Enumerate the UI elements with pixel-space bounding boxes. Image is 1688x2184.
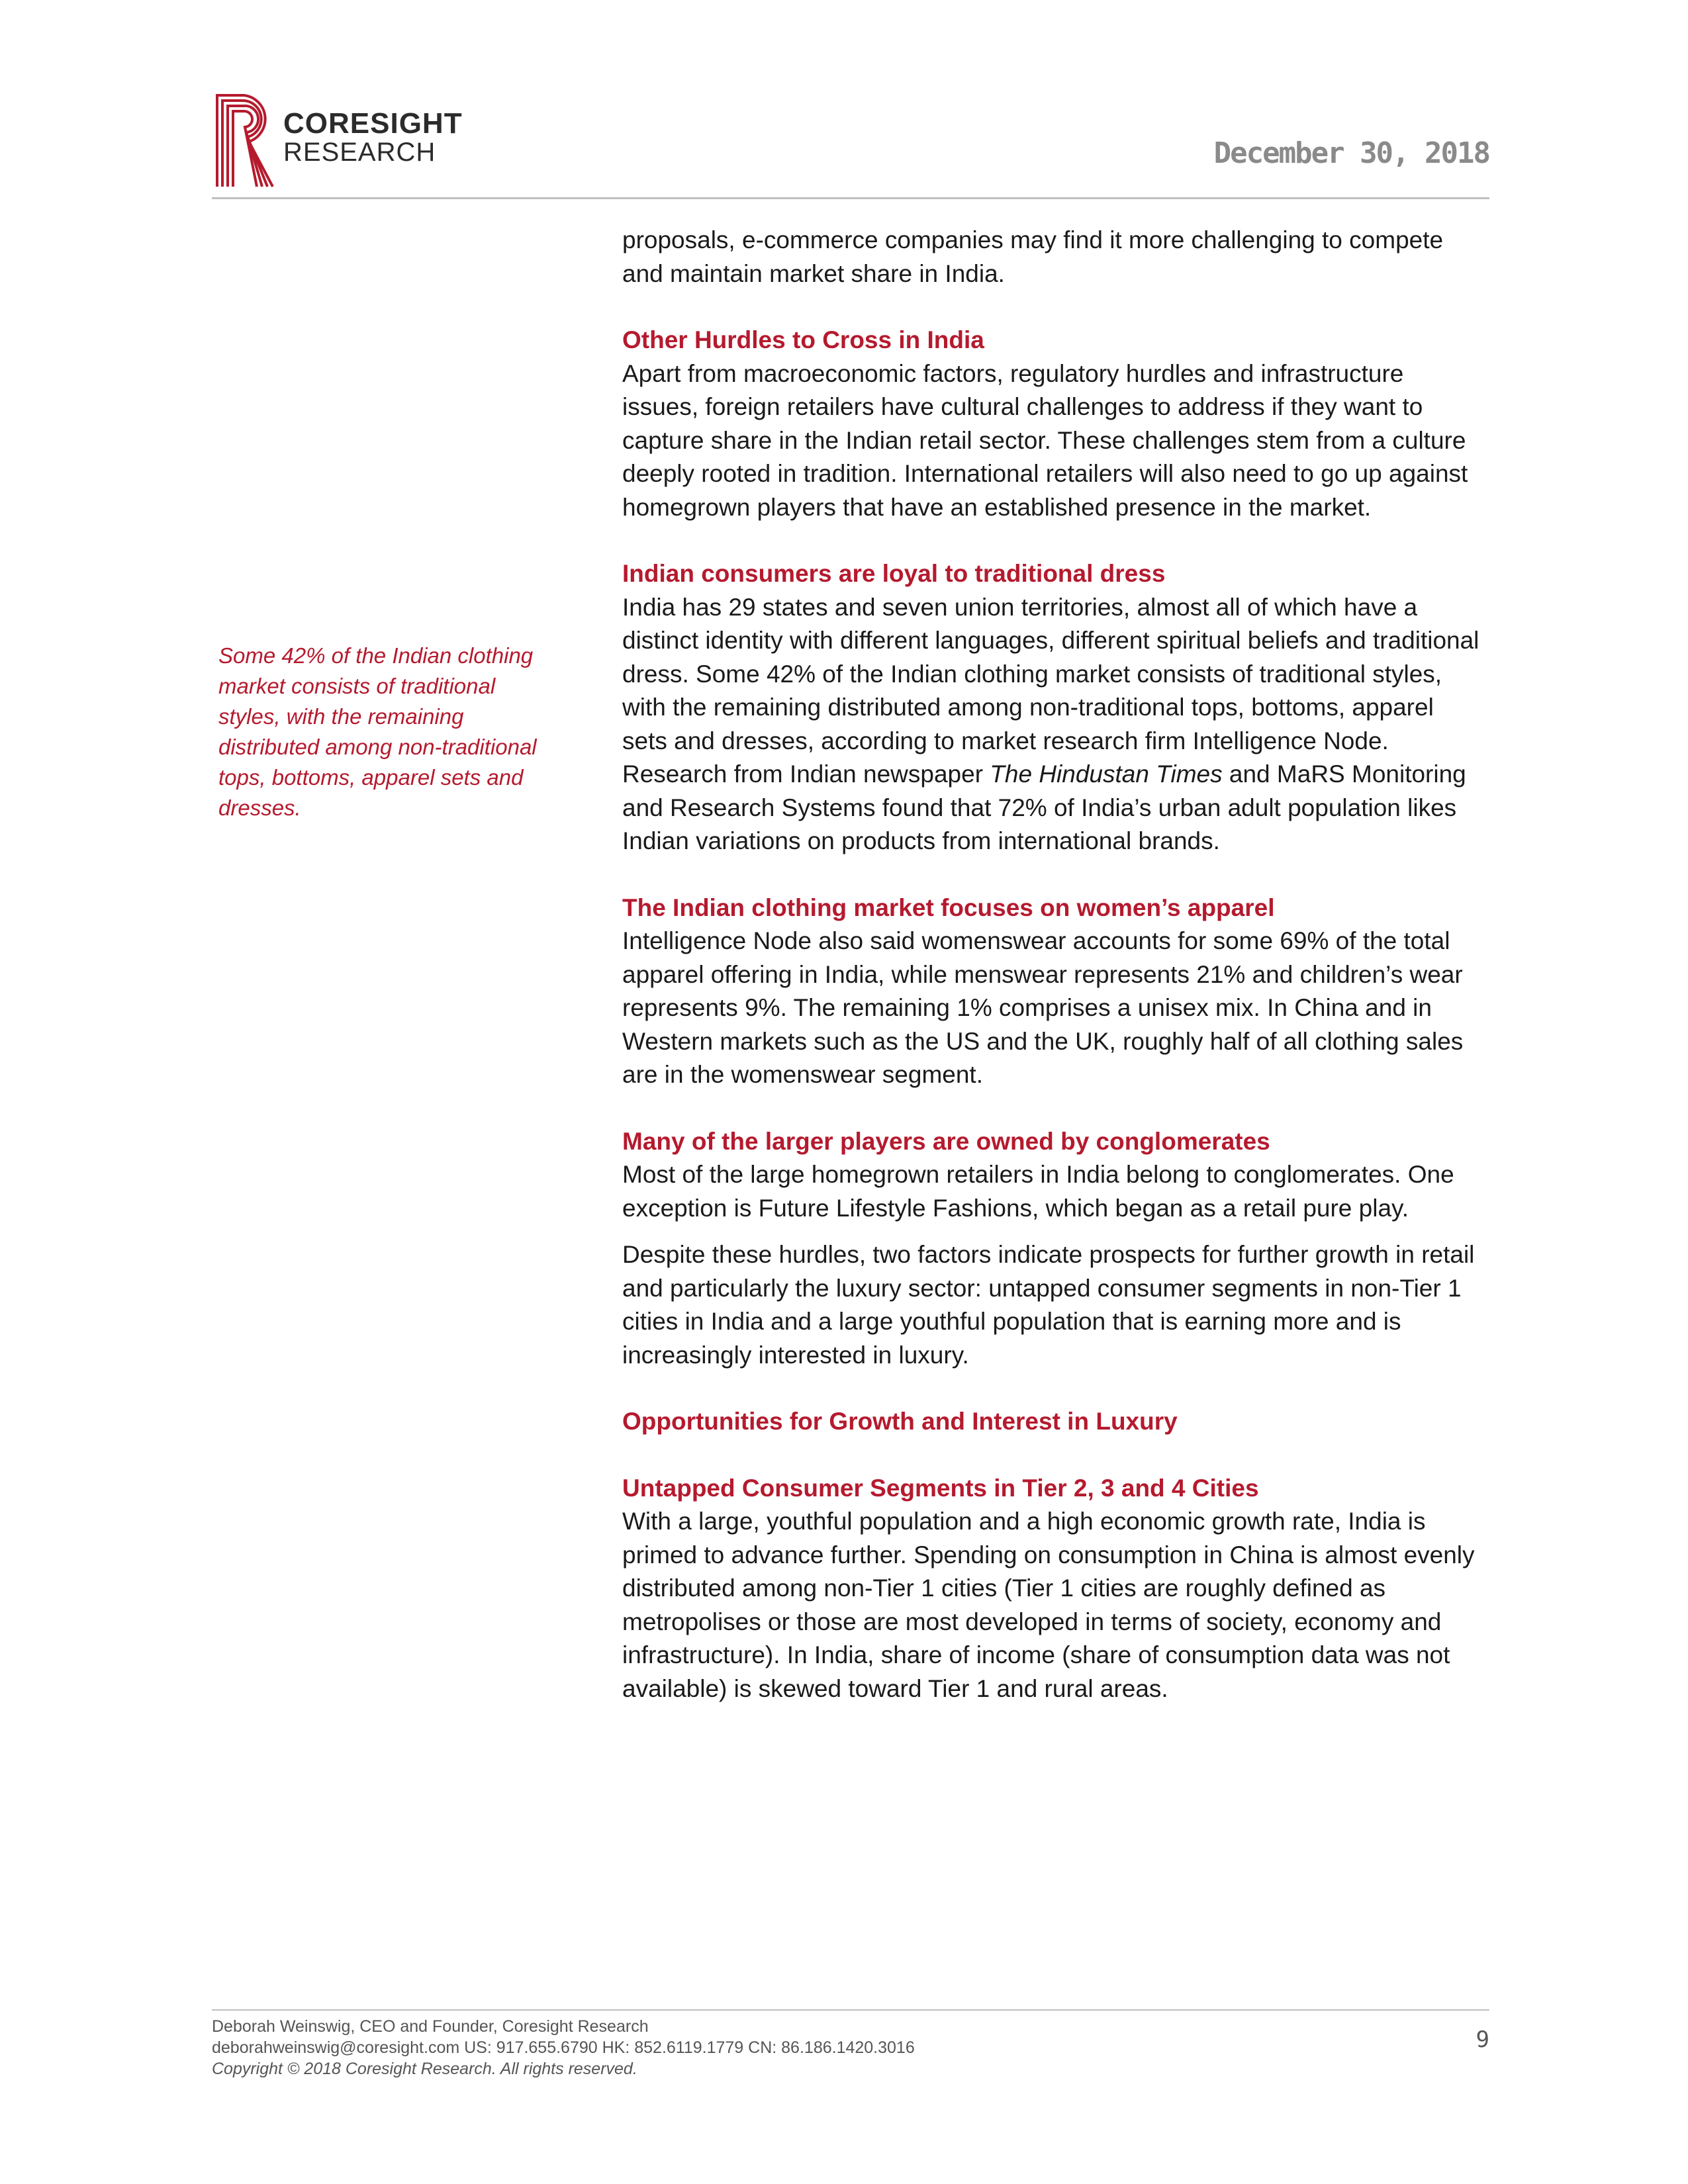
heading-womens-apparel: The Indian clothing market focuses on women’s apparel xyxy=(622,893,1275,921)
footer-author: Deborah Weinswig, CEO and Founder, Coresight Research xyxy=(212,2017,649,2036)
paragraph-womens-apparel: Intelligence Node also said womenswear accounts for some 69% of the total apparel offering in India, while menswear represents 21% and children’s wear represents 9%. The remaining 1% comprises a unisex mix. In China and in Western markets such as the US and the UK, roughly half of all clothing sales are in the womenswear segment. xyxy=(622,927,1464,1088)
intro-paragraph: proposals, e-commerce companies may find it more challenging to compete and maintain market share in India. xyxy=(622,226,1444,287)
pull-quote: Some 42% of the Indian clothing market consists of traditional styles, with the remaining distributed among non-traditional tops, bottoms, apparel sets and dresses. xyxy=(218,643,537,820)
main-content xyxy=(622,224,1483,1739)
paragraph-text: India has 29 states and seven union territories, almost all of which have a distinct identity with different languages, different spiritual beliefs and traditional dress. Some 42% of the Indian clothing market consists of traditional styles, with the remaining distributed among non-traditional tops, bottoms, apparel sets and dresses, according to market research firm Intelligence Node. Research from Indian newspaper xyxy=(622,593,1479,788)
heading-traditional-dress: Indian consumers are loyal to traditional dress xyxy=(622,560,1166,587)
paragraph-other-hurdles: Apart from macroeconomic factors, regulatory hurdles and infrastructure issues, foreign retailers have cultural challenges to address if they want to capture share in the Indian retail sector. These challenges stem from a culture deeply rooted in tradition. International retailers will also need to go up against homegrown players that have an established presence in the market. xyxy=(622,359,1468,521)
heading-conglomerates: Many of the larger players are owned by conglomerates xyxy=(622,1127,1270,1155)
footer-copyright: Copyright © 2018 Coresight Research. All rights reserved. xyxy=(212,2060,637,2078)
heading-other-hurdles: Other Hurdles to Cross in India xyxy=(622,326,984,353)
brand-name: CORESIGHT xyxy=(283,107,463,140)
paragraph-traditional-dress xyxy=(622,591,1483,858)
footer-divider xyxy=(212,2009,1489,2011)
footer xyxy=(212,2016,915,2079)
paragraph-untapped-segments: With a large, youthful population and a high economic growth rate, India is primed to advance further. Spending on consumption in China is almost evenly distributed among non-Tier 1 cities (Tier 1 cities are roughly defined as metropolises or those are most developed in terms of society, economy and infrastructure). In India, share of income (share of consumption data was not available) is skewed toward Tier 1 and rural areas. xyxy=(622,1508,1475,1702)
report-date: December 30, 2018 xyxy=(1213,136,1489,170)
paragraph-despite-hurdles: Despite these hurdles, two factors indicate prospects for further growth in retail and particularly the luxury sector: untapped consumer segments in non-Tier 1 cities in India and a large youthful population that is earning more and is increasingly interested in luxury. xyxy=(622,1241,1475,1369)
paragraph-text: and MaRS Monitoring and Research Systems found that 72% of India’s urban adult population likes Indian variations on products from international brands. xyxy=(622,760,1466,854)
footer-contact: deborahweinswig@coresight.com US: 917.655.6790 HK: 852.6119.1779 CN: 86.186.1420.3016 xyxy=(212,2038,915,2057)
heading-opportunities: Opportunities for Growth and Interest in Luxury xyxy=(622,1408,1178,1435)
logo-mark-icon xyxy=(212,93,278,189)
brand-subname: RESEARCH xyxy=(283,138,436,167)
page-number: 9 xyxy=(1476,2026,1489,2053)
publication-name: The Hindustan Times xyxy=(990,760,1223,788)
paragraph-conglomerates: Most of the large homegrown retailers in India belong to conglomerates. One exception is Future Lifestyle Fashions, which began as a retail pure play. xyxy=(622,1161,1454,1222)
heading-untapped-segments: Untapped Consumer Segments in Tier 2, 3 and 4 Cities xyxy=(622,1474,1259,1502)
header-divider xyxy=(212,197,1489,199)
coresight-logo xyxy=(212,93,463,192)
